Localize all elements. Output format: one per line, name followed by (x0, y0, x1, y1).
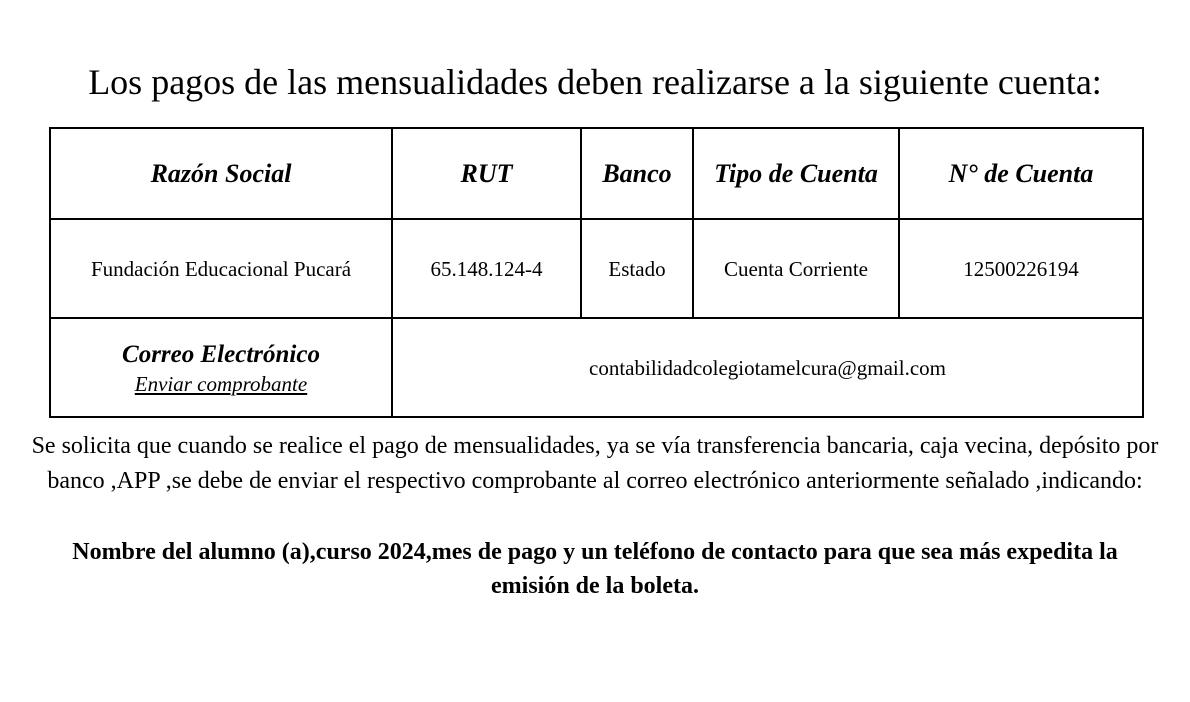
payment-notice: Se solicita que cuando se realice el pago de mensualidades, ya se vía transferencia bancaria, caja vecina, depósito por banco ,APP ,se debe de enviar el respectivo comprobante al correo electrónico anteriormente señalado ,indicando: (31, 433, 1159, 494)
header-banco: Banco (581, 128, 693, 219)
cell-tipo-cuenta: Cuenta Corriente (693, 219, 899, 318)
cell-numero-cuenta: 12500226194 (899, 219, 1143, 318)
header-rut: RUT (392, 128, 581, 219)
payment-notice-bold: Nombre del alumno (a),curso 2024,mes de pago y un teléfono de contacto para que sea más expedita la emisión de la boleta. (72, 539, 1118, 599)
table-row (50, 219, 1143, 318)
email-sublabel: Enviar comprobante (134, 371, 308, 396)
header-tipo-cuenta: Tipo de Cuenta (693, 128, 899, 219)
email-label: Correo Electrónico (122, 340, 320, 368)
email-row (50, 318, 1143, 417)
email-label-cell (50, 318, 392, 417)
table-header-row (50, 128, 1143, 219)
cell-rut: 65.148.124-4 (392, 219, 581, 318)
cell-razon-social: Fundación Educacional Pucará (50, 219, 392, 318)
cell-banco: Estado (581, 219, 693, 318)
page-title: Los pagos de las mensualidades deben realizarse a la siguiente cuenta: (88, 62, 1102, 102)
account-table (49, 127, 1144, 418)
email-address: contabilidadcolegiotamelcura@gmail.com (392, 318, 1143, 417)
header-numero-cuenta: N° de Cuenta (899, 128, 1143, 219)
header-razon-social: Razón Social (50, 128, 392, 219)
